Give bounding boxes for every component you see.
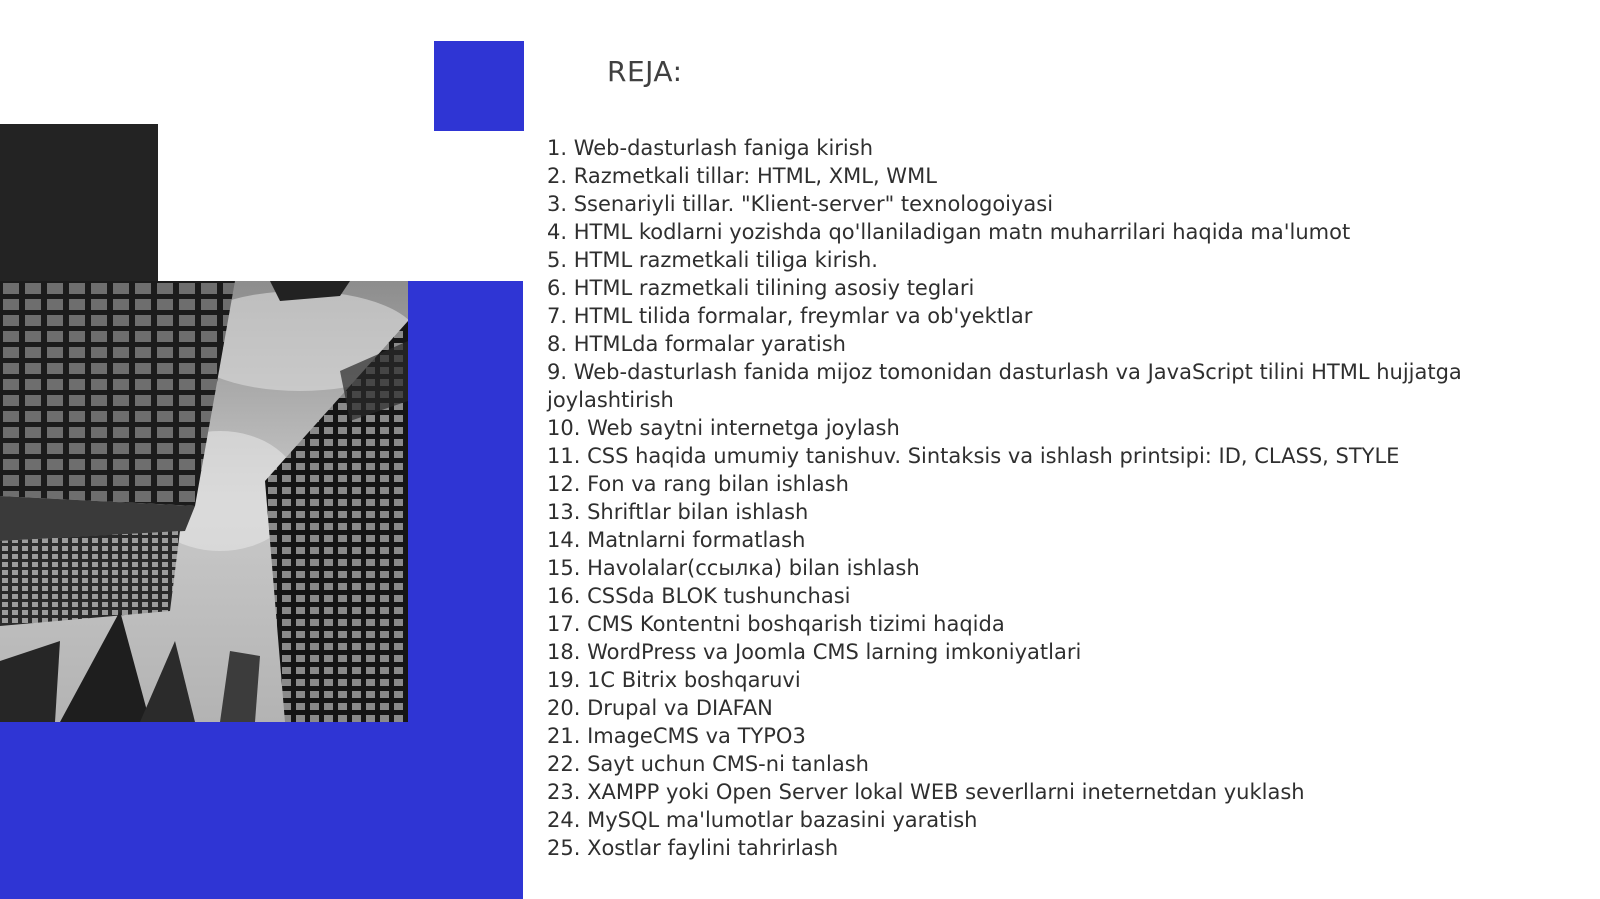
skyscrapers-photo — [0, 281, 408, 722]
blue-decor-square — [434, 41, 524, 131]
agenda-item: 24. MySQL ma'lumotlar bazasini yaratish — [547, 808, 978, 832]
agenda-item: 14. Matnlarni formatlash — [547, 528, 806, 552]
agenda-list — [547, 134, 1577, 862]
agenda-item: 18. WordPress va Joomla CMS larning imkoniyatlari — [547, 640, 1082, 664]
agenda-item: 7. HTML tilida formalar, freymlar va ob'yektlar — [547, 304, 1033, 328]
agenda-item: 19. 1C Bitrix boshqaruvi — [547, 668, 801, 692]
agenda-item: 20. Drupal va DIAFAN — [547, 696, 773, 720]
agenda-item: 9. Web-dasturlash fanida mijoz tomonidan dasturlash va JavaScript tilini HTML hujjatga joylashtirish — [547, 360, 1462, 412]
agenda-item: 25. Xostlar faylini tahrirlash — [547, 836, 839, 860]
agenda-item: 12. Fon va rang bilan ishlash — [547, 472, 849, 496]
slide-title: REJA: — [607, 55, 683, 88]
agenda-item: 16. CSSda BLOK tushunchasi — [547, 584, 851, 608]
agenda-item: 6. HTML razmetkali tilining asosiy teglari — [547, 276, 975, 300]
agenda-item: 10. Web saytni internetga joylash — [547, 416, 900, 440]
agenda-item: 3. Ssenariyli tillar. "Klient-server" texnologoiyasi — [547, 192, 1054, 216]
agenda-item: 11. CSS haqida umumiy tanishuv. Sintaksis va ishlash printsipi: ID, CLASS, STYLE — [547, 444, 1400, 468]
agenda-item: 5. HTML razmetkali tiliga kirish. — [547, 248, 878, 272]
agenda-item: 8. HTMLda formalar yaratish — [547, 332, 846, 356]
agenda-item: 22. Sayt uchun CMS-ni tanlash — [547, 752, 869, 776]
agenda-item: 21. ImageCMS va TYPO3 — [547, 724, 806, 748]
agenda-item: 17. CMS Kontentni boshqarish tizimi haqida — [547, 612, 1005, 636]
agenda-item: 4. HTML kodlarni yozishda qo'llaniladigan matn muharrilari haqida ma'lumot — [547, 220, 1351, 244]
agenda-item: 15. Havolalar(ссылка) bilan ishlash — [547, 556, 920, 580]
dark-decor-block — [0, 124, 158, 282]
agenda-item: 2. Razmetkali tillar: HTML, XML, WML — [547, 164, 937, 188]
agenda-item: 23. XAMPP yoki Open Server lokal WEB severllarni ineternetdan yuklash — [547, 780, 1305, 804]
agenda-item: 1. Web-dasturlash faniga kirish — [547, 136, 874, 160]
skyscrapers-illustration — [0, 281, 408, 722]
agenda-item: 13. Shriftlar bilan ishlash — [547, 500, 809, 524]
